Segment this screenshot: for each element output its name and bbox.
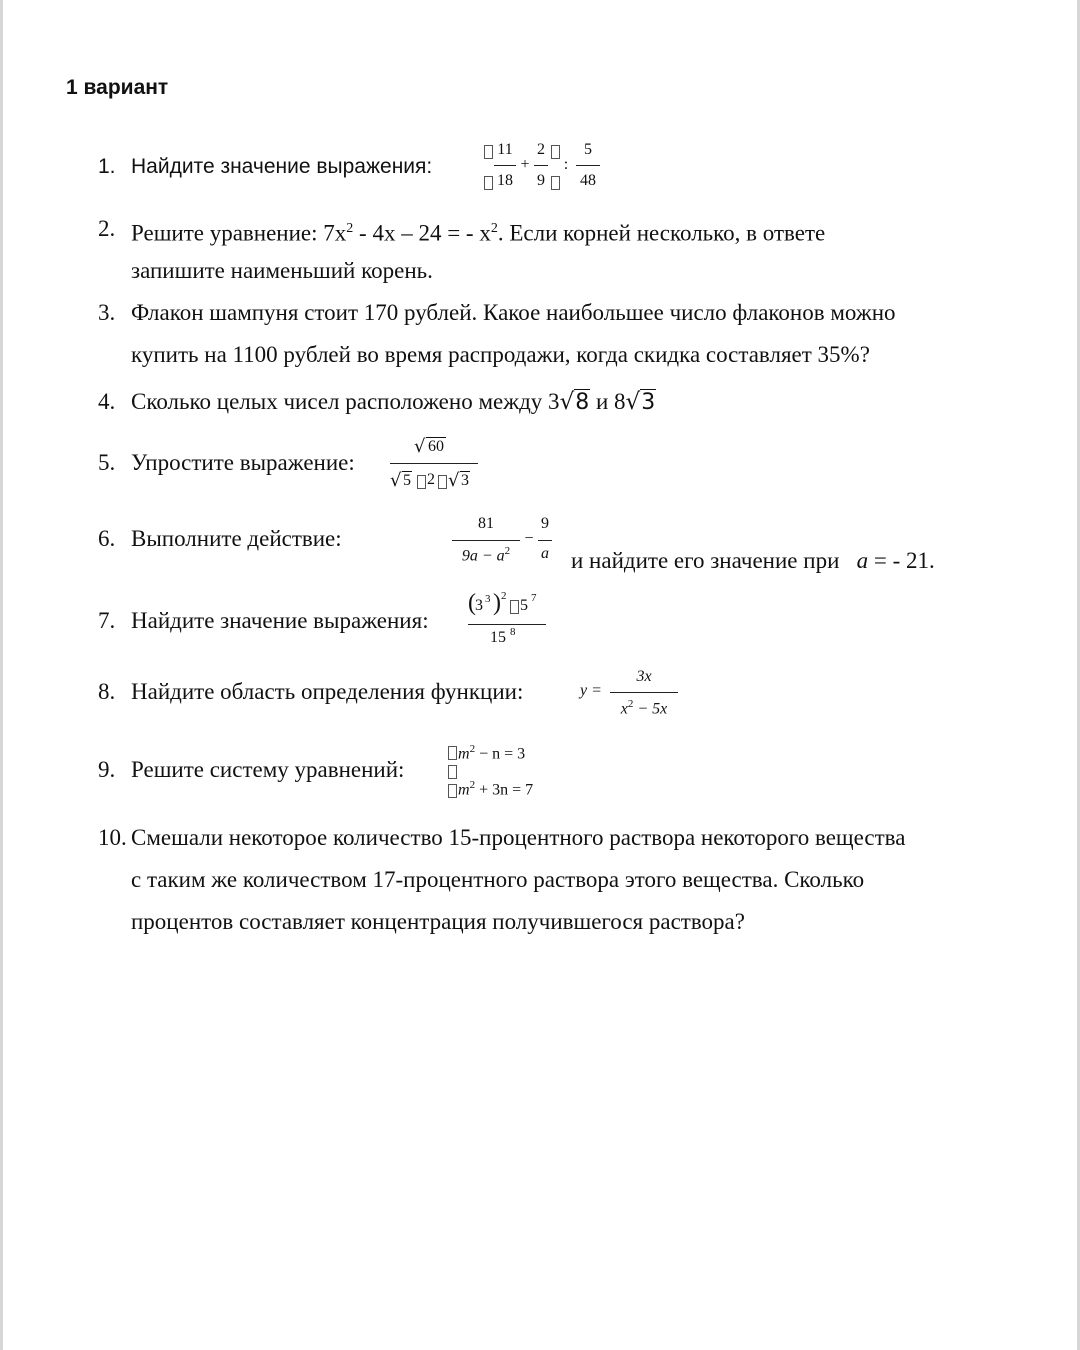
operator-glyph (417, 475, 426, 489)
sqrt-symbol: √ (625, 389, 641, 415)
minus-sign: − (524, 530, 534, 547)
fraction-bar (576, 165, 600, 166)
bracket-glyph (484, 145, 493, 159)
radicand: 3 (461, 472, 469, 489)
page-edge-left (0, 0, 3, 1350)
task-text: Найдите значение выражения: (131, 608, 429, 633)
fraction-numerator: 9 (541, 515, 549, 532)
equation-2: $m^2 + 3n = 7$ (458, 779, 534, 799)
task-number: 8. (98, 679, 116, 704)
task-8-expression (578, 666, 683, 722)
task-text-line-2: купить на 1100 рублей во время распродажи, когда скидка составляет 35%? (131, 342, 870, 367)
radicand: 5 (403, 472, 411, 489)
function-lhs: y = (580, 682, 602, 699)
task-text: Сколько целых чисел расположено между 3√8 и 8√3 (131, 389, 656, 415)
sqrt-symbol: √ (559, 389, 575, 415)
task-text: Найдите область определения функции: (131, 679, 524, 704)
close-paren: ) (493, 590, 501, 616)
task-text: Упростите выражение: (131, 450, 355, 475)
bracket-glyph (484, 176, 493, 190)
fraction-numerator: 2 (537, 141, 545, 158)
fraction-bar (452, 540, 520, 541)
bracket-glyph (551, 145, 560, 159)
fraction-numerator: 5 (584, 141, 592, 158)
task-6-tail: и найдите его значение при a = - 21. (571, 548, 935, 573)
task-text: Флакон шампуня стоит 170 рублей. Какое наибольшее число флаконов можно (131, 300, 896, 325)
task-text: Смешали некоторое количество 15-процентного раствора некоторого вещества (131, 825, 906, 850)
fraction-bar (538, 540, 552, 541)
task-text-line-3: процентов составляет концентрация получившегося раствора? (131, 909, 745, 934)
task-number: 3. (98, 300, 116, 325)
inner-exponent: 3 (485, 593, 491, 605)
task-text: Решите систему уравнений: (131, 757, 405, 782)
base: 3 (475, 597, 483, 614)
task-number: 4. (98, 389, 116, 414)
fraction-numerator: 3x (636, 668, 652, 685)
fraction-denominator: a (541, 545, 549, 562)
coefficient: 2 (427, 471, 435, 488)
task-text-line-2: с таким же количеством 17-процентного раствора этого вещества. Сколько (131, 867, 865, 892)
fraction-bar (390, 463, 478, 464)
plus-sign: + (520, 156, 530, 173)
task-text: Выполните действие: (131, 526, 342, 551)
variant-title: 1 вариант (66, 76, 169, 99)
denominator-exponent: 8 (510, 626, 516, 638)
fraction-denominator: 9 (537, 172, 545, 189)
denominator: 15 (490, 629, 506, 646)
factor-exponent: 7 (531, 592, 537, 604)
open-paren: ( (468, 590, 476, 616)
task-number: 9. (98, 757, 116, 782)
radicand: 60 (428, 438, 444, 455)
brace-glyph (448, 746, 457, 760)
sqrt-symbol: √ (414, 436, 426, 457)
operator-glyph (510, 600, 519, 614)
fraction-denominator: 18 (497, 172, 513, 189)
fraction-bar (534, 165, 548, 166)
task-text: Решите уравнение: $7x^2 - 4x - 24$ = - $x^2$. Если корней несколько, в ответе (131, 220, 826, 246)
fraction-denominator: 48 (580, 172, 596, 189)
task-text: Найдите значение выражения: (131, 155, 433, 178)
fraction-numerator: 81 (478, 515, 494, 532)
brace-glyph (448, 765, 457, 779)
sqrt-symbol: √ (448, 470, 460, 491)
bracket-glyph (551, 176, 560, 190)
fraction-numerator: 11 (497, 141, 513, 158)
fraction-bar (468, 624, 546, 625)
task-number: 6. (98, 526, 116, 551)
task-5-expression (388, 432, 483, 496)
outer-exponent: 2 (501, 590, 507, 602)
task-1-expression (482, 140, 607, 195)
task-number: 5. (98, 450, 116, 475)
sqrt-symbol: √ (390, 470, 402, 491)
fraction-denominator: $9a - a^2$ (461, 545, 511, 565)
brace-glyph (448, 784, 457, 798)
fraction-bar (494, 165, 516, 166)
task-text-line-2: запишите наименьший корень. (131, 258, 433, 283)
colon-sign: : (563, 156, 569, 173)
fraction-denominator: $x^2 - 5x$ (620, 698, 668, 718)
fraction-bar (610, 692, 678, 693)
task-6-expression (448, 512, 563, 572)
factor: 5 (520, 597, 528, 614)
task-7-expression (466, 590, 551, 652)
task-number: 2. (98, 216, 116, 241)
operator-glyph (438, 475, 447, 489)
task-number: 10. (98, 825, 127, 850)
task-number: 7. (98, 608, 116, 633)
task-9-system (446, 738, 566, 804)
task-number: 1. (98, 155, 116, 178)
equation-1: $m^2 - n = 3$ (458, 743, 526, 763)
